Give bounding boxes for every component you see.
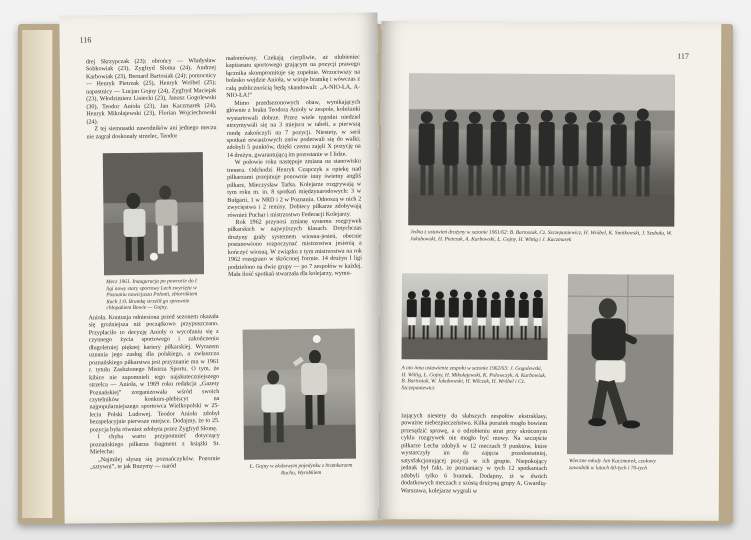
photo-team-1961-62 [408,73,675,226]
right-page [379,21,722,521]
photo-match-1961 [103,152,204,275]
photo-match-1961-caption: Mecz 1961. Inauguracja po powrocie do I ligi nowy stary sportowy Lech zwycięża w Poznaniu nowicjusza Polonii, zbiornikiem Ruch 1:0. Bramkę strzelił go sprawnie chłopakiem Bowie — Gojny. [106,278,198,312]
paragraph: żających niestety do słabszych zespołów ekstraklasy, poważne niebezpieczeństwo. Kilka porażek mogło bowiem przesądzić sprawę, a o odrobieniu strat przy skróconym cyklu rozgrywek nie mogło być mowy. Na szczęście piłkarze Lecha zdobyli w 12 meczach 9 punktów, które wystarczyły im do zajęcia przedostatniej, satysfakcjonującej pozycji w ich grupie. Niepokojący jednak był fakt, że poznaniacy w tych 12 spotkaniach zdobyli tylko 6 bramek. Dodajmy, iż w dwóch dodatkowych meczach z szóstą drużyną grupy A, Gwardią-Warszawa, kolejarze wygrali w [400,413,548,495]
photo-team-1961-62-caption: Jedna z ustawień drużyny w sezonie 1961/62: B. Bartosiak, Cz. Szczepaniewicz, H. Wróbel, K. Smitkowski, J. Szubała, W. Jakubowski, H. Pietrzak, A. Karbowski, Ł. Gojny, H. Wittig i J. Kaczmarek [410,229,673,243]
paragraph: Z tej siemnastki zawodników ani jednego meczu nie zagrał doskonały strzelec, Teodor [86,125,217,140]
photo-team-1962-63-caption: A oto inna ustawienie zespołu w sezonie 1962/63: J. Gogolewski, H. Wittig, Ł. Gojny, H. Mikołajewski, K. Polowczyk, A. Karbowiak, B. Bartosiak, W. Jakubowski, H. Wilczak, H. Wróbel i Cz. Szczepaniewicz [401,365,547,392]
photo-goalkeeper-duel-caption: Ł. Gojny w ekshowym pojedynku z bramkarzem Ruchu, Wyrobkiem [249,462,353,476]
left-col1-bottom-text [88,314,220,515]
paragraph: Mimo przedsezonowych obaw, wynikających głównie z braku Teodora Anioły w zespole, koleżanki wystartowali dobrze. Przez wiele tygodni niedziel utrzymywali się na 3 miejscu w tabeli, a pierwszą rundę zakończyli na 7 pozycji. Niestety, w serii spotkań rewanżowych znów poderwali się do walki; zdobyli 5 punktów, dzięki czemu zajęli X pozycję na 14 drużyn, gwarantującą im pozostanie w I lidze. [226,99,361,159]
photo-goalkeeper-duel [243,329,356,460]
left-col2-text [226,55,363,324]
paragraph: I chyba warto przypomnieć dotyczący poznańskiego piłkarza fragment z książki St. Mielecha: [89,433,220,456]
paragraph: W połowie roku następuje zmiana na stanowisku trenera. Odchodzi Henryk Czapczyk a opiekę nad piłkarzami przejmuje ponownie inny świetny angliś piłkarz, Mieczysław Tarka. Kolejarze rozgrywają w tym roku m. in. 8 spotkań międzynarodowych: 3 w Bułgarii, 1 w NRD i 2 w Poznaniu. Odnoszą w nich 2 zwycięstwa i 2 remisy. Dobiecy piłkarze zdobywają również Puchar i mistrzostwo Federacji Kolejarzy. [226,158,362,219]
photo-jan-kaczmarek [567,274,674,455]
page-edges [22,30,53,518]
photo-match-1961-image [103,152,204,275]
photo-team-1962-63-image [402,273,548,360]
photo-jan-kaczmarek-caption: Wieczne młody Jan Kaczmarek, czołowy zawodnik w latach 60-tych i 70-tych [568,458,656,472]
left-page-number: 116 [79,35,92,45]
photo-goalkeeper-duel-image [243,329,356,460]
paragraph: małomówny. Czekają cierpliwie, aż ulubieniec kapitanatu sportowego grającym na pozycji prawego łącznika skompromituje się zupełnie. Wrzuciwszy na bolesko wejdzie Anioła, w wiruje bramkę i wówczas z całą publicznością będą skandowali: „A-NIO-ŁA, A-NIO-ŁA!” [225,54,361,100]
paragraph: Anioła. Kontuzja odniesiona przed sezonem okazała się groźniejsza niż początkowo przypuszczano. Przypłaciło to decyzję Anioły o wycofaniu się z czynnego życia sportowego i zakończeniu długoletniej pięknej kariery piłkarskiej. Wyrazem uznania jego zasług dla polskiego, a zwłaszcza poznańskiego piłkarstwa jest przyznanie mu w 1961 r. tytułu Zasłużonego Mistrza Sportu. O tym, że kibice nie zapomnieli tego najskuteczniejszego strzelca — Anioła, w 1969 roku redakcja „Gazety Poznańskiej” zorganizowała wśród swoich czytelników konkurs-plebiscyt na najpopularniejszego sportowca Wielkopolski w 25-leciu Polski Ludowej. Teodor Anioła zdobył bezapelacyjnie pierwsze miejsce. Dodajmy, że to 25. pozycja była również zdobyta przez Zygfryd Słomę. [88,314,220,434]
paragraph: drej Skrzypczak (23); obrońcy — Władysław Sobkowiak (23), Zygfryd Słoma (24), Andrzej Karbowiak (23), Bernard Bartosiak (24); pomocnicy — Henryk Pietrzak (25), Henryk Wróbel (25); napastnicy — Lucjan Gojny (24), Zygfryd Maciejak (23), Włodzimierz Lisiecki (23), Janusz Gogolewski (30), Teodor Anioła (23), Jan Kaczmarek (24), Henryk Mikołajewski (23), Florian Wojciechowski (24). [85,58,217,126]
right-page-number: 117 [677,51,689,61]
left-col1-top-text [85,58,217,140]
right-col-text [401,413,548,514]
photo-jan-kaczmarek-image [567,274,674,455]
photo-team-1961-62-image [408,73,675,226]
paragraph: „Najmilej słyszę się poznańczyków. Pozornie „sztywni”, te jak Buzymy — naród [90,455,221,471]
photo-team-1962-63 [402,273,548,360]
left-page [59,12,382,523]
paragraph: Rok 1962 przynosi zmianę systemu rozgrywek piłkarskich w najwyższych klasach. Dotychczas drużyny grały systemem wiosna-jesień, obecnie postanowiono rozpoczynać mistrzostwa jesienią a kończyć wiosną. W związku z tym mistrzostwa na rok 1962 rozegrano w skróconej formie. 14 drużyn I ligi podzielono na dwie grupy — po 7 zespołów w każdej. Mała ilość spotkań stwarzała dla kolejarzy, wymu- [227,218,363,279]
